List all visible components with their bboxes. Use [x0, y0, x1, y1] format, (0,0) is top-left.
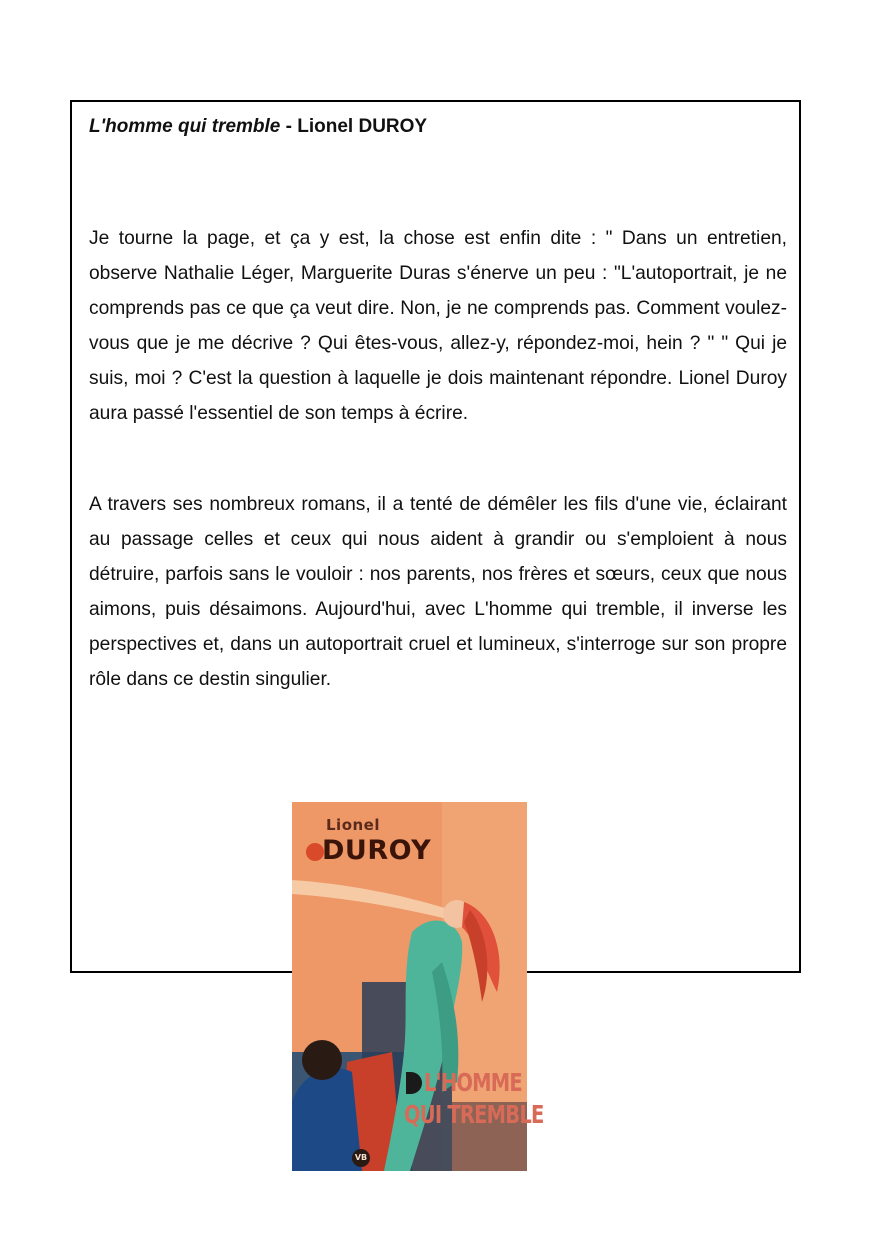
paragraph-2: A travers ses nombreux romans, il a tenté de démêler les fils d'une vie, éclairant au passage celles et ceux qui nous aident à grandir ou s'emploient à nous détruire, parfois sans le vouloir : nos parents, nos frères et sœurs, ceux que nous aimons, puis désaimons. Aujourd'hui, avec L'homme qui tremble, il inverse les perspectives et, dans un autoportrait cruel et lumineux, s'interroge sur son propre rôle dans ce destin singulier. — [89, 494, 787, 690]
page-title — [89, 114, 427, 140]
publisher-logo: VB — [352, 1149, 370, 1167]
book-cover-image — [292, 802, 544, 1171]
title-separator: - — [280, 116, 298, 137]
book-title: L'homme qui tremble — [89, 116, 281, 137]
cover-title-line-1: L'HOMME — [424, 1068, 522, 1097]
author-name: Lionel DUROY — [297, 116, 428, 137]
cover-author-first-name: Lionel — [326, 816, 380, 834]
cover-author-last-name: DUROY — [322, 835, 432, 866]
cover-title-line-2: QUI TREMBLE — [404, 1100, 544, 1129]
paragraph-1: Je tourne la page, et ça y est, la chose est enfin dite : " Dans un entretien, observe Nathalie Léger, Marguerite Duras s'énerve un peu : "L'autoportrait, je ne comprends pas ce que ça veut dire. Non, je ne comprends pas. Comment voulez-vous que je me décrive ? Qui êtes-vous, allez-y, répondez-moi, hein ? " " Qui je suis, moi ? C'est la question à laquelle je dois maintenant répondre. Lionel Duroy aura passé l'essentiel de son temps à écrire. — [89, 228, 787, 424]
